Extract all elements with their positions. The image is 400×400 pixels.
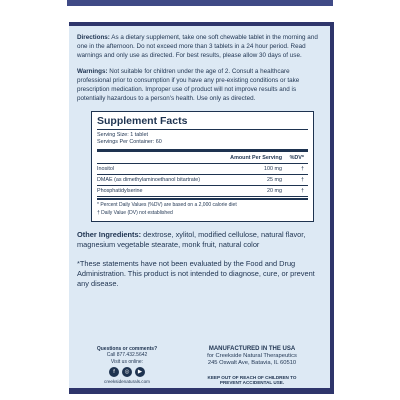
- top-band: [67, 0, 333, 6]
- manufacturer-block: [177, 346, 327, 386]
- dv-footnote: * Percent Daily Values (%DV) are based on a 2,000 calorie diet: [97, 202, 237, 209]
- servings-per-container: Servings Per Container: 60: [97, 138, 162, 145]
- child-warning-line: KEEP OUT OF REACH OF CHILDREN TO: [207, 374, 297, 380]
- facebook-icon[interactable]: f: [109, 367, 119, 377]
- phone-number[interactable]: Call 877.432.5642: [106, 352, 148, 359]
- warnings-label: Warnings:: [77, 67, 108, 75]
- website-link[interactable]: creeksidenaturals.com: [104, 378, 150, 384]
- child-warning-line: PREVENT ACCIDENTAL USE.: [219, 380, 285, 386]
- social-icons: [77, 367, 177, 377]
- label-panel: [69, 22, 334, 394]
- ingredient-name: Inositol: [97, 166, 115, 173]
- child-warning: [177, 375, 327, 386]
- ingredient-dv: †: [301, 177, 304, 184]
- warnings-text: Not suitable for children under the age of 2. Consult a healthcare professional prior to consumption if you have any pre-existing conditions or take prescription medication. Improper use of product will not improve results and is potentially hazardous to a person's health. Use only as directed.: [77, 67, 300, 102]
- other-ingredients-paragraph: [77, 230, 325, 250]
- panel-top-border: [69, 22, 334, 26]
- facts-header-row: [97, 153, 308, 164]
- manufacturer-name: for Creekside Natural Therapeutics: [207, 353, 297, 360]
- facts-divider-bottom: [97, 198, 308, 200]
- panel-bottom-border: [69, 388, 334, 394]
- warnings-paragraph: [77, 68, 325, 104]
- questions-heading: Questions or comments?: [96, 346, 158, 352]
- panel-right-border: [330, 22, 334, 394]
- facts-row: [97, 175, 308, 186]
- supplement-facts-table: [91, 111, 314, 223]
- facts-divider-thick: [97, 149, 308, 152]
- serving-size: Serving Size: 1 tablet: [97, 131, 148, 138]
- other-ingredients-label: Other Ingredients:: [77, 230, 142, 240]
- ingredient-amount: 20 mg: [267, 188, 282, 195]
- label-footer: [77, 346, 327, 386]
- directions-label: Directions:: [77, 34, 110, 41]
- amount-header: Amount Per Serving: [230, 155, 282, 162]
- instagram-icon[interactable]: ◎: [122, 367, 132, 377]
- facts-row: [97, 164, 308, 175]
- directions-text: As a dietary supplement, take one soft chewable tablet in the morning and one in the afternoon. Do not exceed more than 3 tablets in a 24 hour period. Read warnings and only use as directed. For best results, please allow 30 days of use.: [77, 34, 318, 59]
- label-content: [77, 34, 325, 297]
- other-ingredients-text: dextrose, xylitol, modified cellulose, natural flavor, magnesium vegetable stearate, monk fruit, natural color: [77, 230, 306, 250]
- ingredient-name: DMAE (as dimethylaminoethanol bitartrate): [97, 177, 201, 184]
- ingredient-dv: †: [301, 188, 304, 195]
- fda-disclaimer: *These statements have not been evaluated by the Food and Drug Administration. This product is not intended to diagnose, cure, or prevent any disease.: [77, 258, 315, 289]
- dv-header: %DV*: [289, 155, 304, 162]
- manufacturer-address: 245 Oswalt Ave, Batavia, IL 60510: [207, 360, 297, 367]
- ingredient-dv: †: [301, 166, 304, 173]
- facts-row: [97, 186, 308, 197]
- supplement-facts-title: Supplement Facts: [97, 115, 308, 130]
- ingredient-amount: 100 mg: [264, 166, 282, 173]
- directions-paragraph: [77, 34, 325, 61]
- dv-not-established-footnote: † Daily Value (DV) not established: [97, 209, 173, 216]
- contact-block: [77, 346, 177, 384]
- manufactured-heading: MANUFACTURED IN THE USA: [208, 346, 296, 352]
- visit-online-label: Visit us online:: [110, 358, 144, 365]
- youtube-icon[interactable]: ▶: [135, 367, 145, 377]
- ingredient-amount: 25 mg: [267, 177, 282, 184]
- ingredient-name: Phosphatidylserine: [97, 188, 143, 195]
